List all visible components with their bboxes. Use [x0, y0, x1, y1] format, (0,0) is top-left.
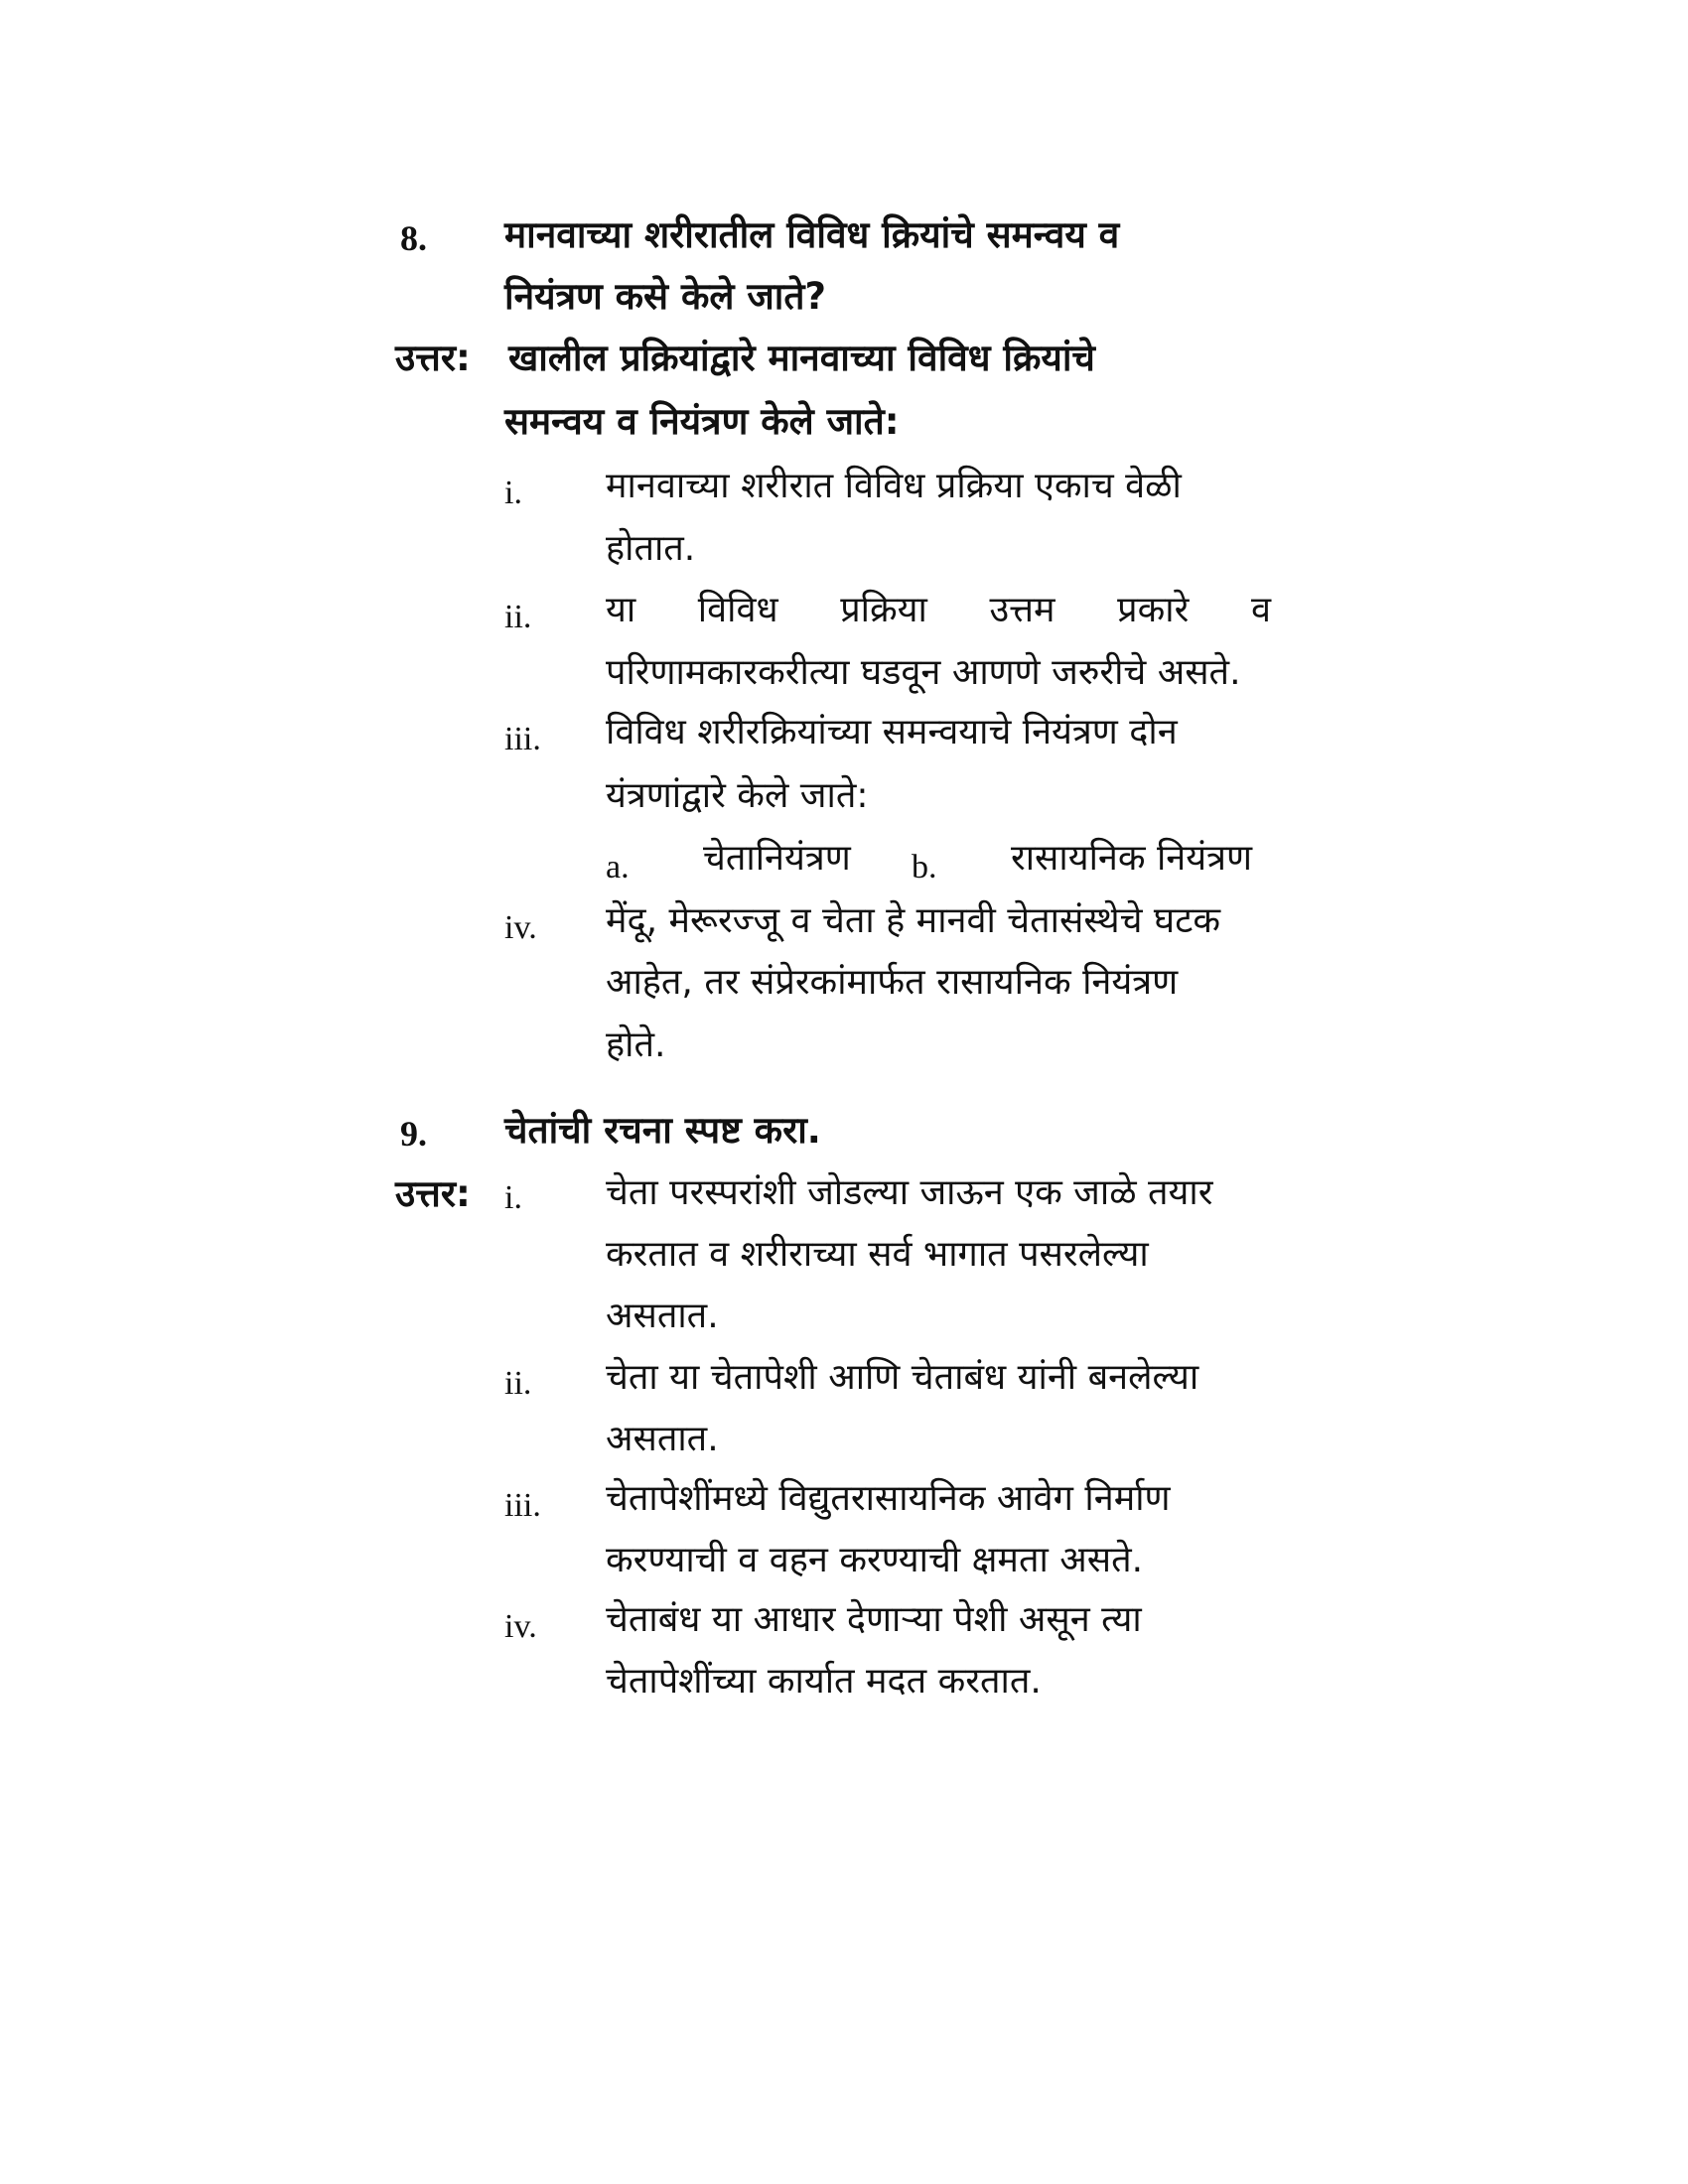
- q9-point-i-line2: करतात व शरीराच्या सर्व भागात पसरलेल्या: [606, 1234, 1149, 1275]
- q8-point-iii-number: iii.: [504, 721, 541, 757]
- q9-point-iii-line1: चेतापेशींमध्ये विद्युतरासायनिक आवेग निर्माण: [606, 1478, 1171, 1519]
- q8-subpoint-b-text: रासायनिक नियंत्रण: [1011, 838, 1253, 879]
- q9-point-ii-line1: चेता या चेतापेशी आणि चेताबंध यांनी बनलेल्या: [606, 1357, 1199, 1398]
- q9-point-iv-number: iv.: [504, 1608, 537, 1645]
- q9-point-iv-line2: चेतापेशींच्या कार्यात मदत करतात.: [606, 1661, 1042, 1702]
- q8-subpoint-b-label: b.: [912, 849, 937, 886]
- question-8-number: 8.: [400, 218, 427, 258]
- question-8-intro-line2: समन्वय व नियंत्रण केले जाते:: [504, 400, 900, 443]
- question-8-text-line1: मानवाच्या शरीरातील विविध क्रियांचे समन्वय व: [504, 213, 1120, 256]
- question-9-number: 9.: [400, 1114, 427, 1154]
- question-8-answer-label: उत्तर:: [395, 337, 471, 379]
- q9-point-iv-line1: चेताबंध या आधार देणाऱ्या पेशी असून त्या: [606, 1599, 1142, 1640]
- q8-point-iii-line2: यंत्रणांद्वारे केले जाते:: [606, 775, 869, 816]
- q8-point-iv-line3: होते.: [606, 1024, 666, 1065]
- q8-point-ii-word: या: [606, 590, 636, 630]
- q9-point-iii-line2: करण्याची व वहन करण्याची क्षमता असते.: [606, 1540, 1144, 1580]
- q8-subpoint-a-text: चेतानियंत्रण: [703, 838, 851, 879]
- q8-point-ii-line1: [606, 590, 1271, 630]
- q8-point-iii-line1: विविध शरीरक्रियांच्या समन्वयाचे नियंत्रण दोन: [606, 712, 1178, 752]
- q9-point-ii-number: ii.: [504, 1365, 532, 1402]
- q8-point-ii-word: प्रकारे: [1117, 590, 1190, 630]
- question-8-intro-line1: खालील प्रक्रियांद्वारे मानवाच्या विविध क्रियांचे: [508, 337, 1095, 379]
- q8-point-ii-word: विविध: [697, 590, 778, 630]
- q8-point-iv-number: iv.: [504, 909, 537, 946]
- q8-point-i-line2: होतात.: [606, 528, 696, 569]
- q8-point-i-number: i.: [504, 475, 522, 511]
- question-9-answer-label: उत्तर:: [395, 1172, 471, 1215]
- q8-point-iv-line1: मेंदू, मेरूरज्जू व चेता हे मानवी चेतासंस्थेचे घटक: [606, 900, 1220, 941]
- q9-point-i-line3: असतात.: [606, 1296, 719, 1336]
- q9-point-ii-line2: असतात.: [606, 1419, 719, 1459]
- q8-point-ii-number: ii.: [504, 599, 532, 635]
- q8-point-i-line1: मानवाच्या शरीरात विविध प्रक्रिया एकाच वेळी: [606, 466, 1182, 506]
- question-9-text: चेतांची रचना स्पष्ट करा.: [504, 1109, 821, 1152]
- q9-point-i-line1: चेता परस्परांशी जोडल्या जाऊन एक जाळे तयार: [606, 1172, 1213, 1213]
- q8-subpoint-a-label: a.: [606, 849, 630, 886]
- q8-point-iv-line2: आहेत, तर संप्रेरकांमार्फत रासायनिक नियंत्रण: [606, 962, 1179, 1003]
- q9-point-i-number: i.: [504, 1179, 522, 1216]
- q8-point-ii-line2: परिणामकारकरीत्या घडवून आणणे जरुरीचे असते.: [606, 652, 1241, 693]
- q8-point-ii-word: प्रक्रिया: [840, 590, 927, 630]
- question-8-text-line2: नियंत्रण कसे केले जाते?: [504, 275, 826, 318]
- q9-point-iii-number: iii.: [504, 1487, 541, 1524]
- q8-point-ii-word: व: [1250, 590, 1271, 630]
- q8-point-ii-word: उत्तम: [989, 590, 1055, 630]
